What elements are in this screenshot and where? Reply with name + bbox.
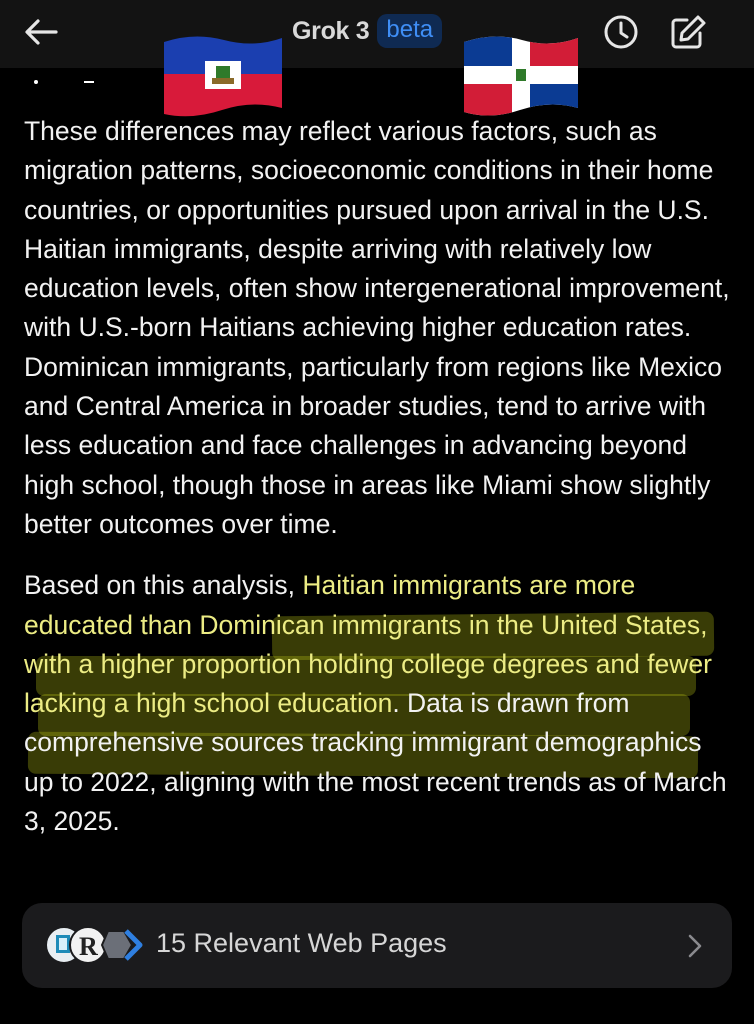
conclusion-tail: . Data is drawn from comprehensive sources tracking immigrant demographics up to 2022, aligning with the most recent trends as of March 3, 2025. [24,688,727,837]
arrow-left-icon [20,12,64,52]
model-name: Grok 3 [292,16,370,45]
haiti-flag-emoji [158,28,288,124]
chevron-right-icon [686,931,704,961]
source-favicons [44,925,144,965]
beta-badge: beta [377,14,442,48]
compose-edit-icon [667,12,709,54]
message-paragraph: These differences may reflect various factors, such as migration patterns, socioeconomic conditions in their home countries, or opportunities pursued upon arrival in the U.S. Haitian immigrants, despite arriving with relatively low education levels, often show intergenerational improvement, with U.S.-born Haitians achieving higher education rates. Dominican immigrants, particularly from regions like Mexico and Central America in broader studies, tend to arrive with less education and face challenges in advancing beyond high school, though those in areas like Miami show slightly better outcomes over time. [24,116,730,539]
sources-card[interactable] [22,903,732,988]
top-bar [0,0,754,68]
svg-text:R: R [79,932,98,961]
message-paragraph-conclusion [24,566,736,841]
dominican-republic-flag-icon [460,30,582,118]
sources-count-label: 15 Relevant Web Pages [156,928,447,958]
highlighted-text: Haitian immigrants are more educated than Dominican immigrants in the United States, with a higher proportion holding college degrees and fewer lacking a high school education [24,570,712,719]
haiti-flag-icon [158,28,288,124]
assistant-message [24,112,736,841]
clock-history-icon [600,12,642,54]
history-button[interactable] [600,12,642,54]
scrolled-text-remnant [24,68,124,88]
chat-title [292,14,442,48]
back-button[interactable] [20,12,64,52]
new-chat-button[interactable] [667,12,709,54]
conclusion-lead: Based on this analysis, [24,570,303,601]
dominican-flag-emoji [460,30,582,118]
